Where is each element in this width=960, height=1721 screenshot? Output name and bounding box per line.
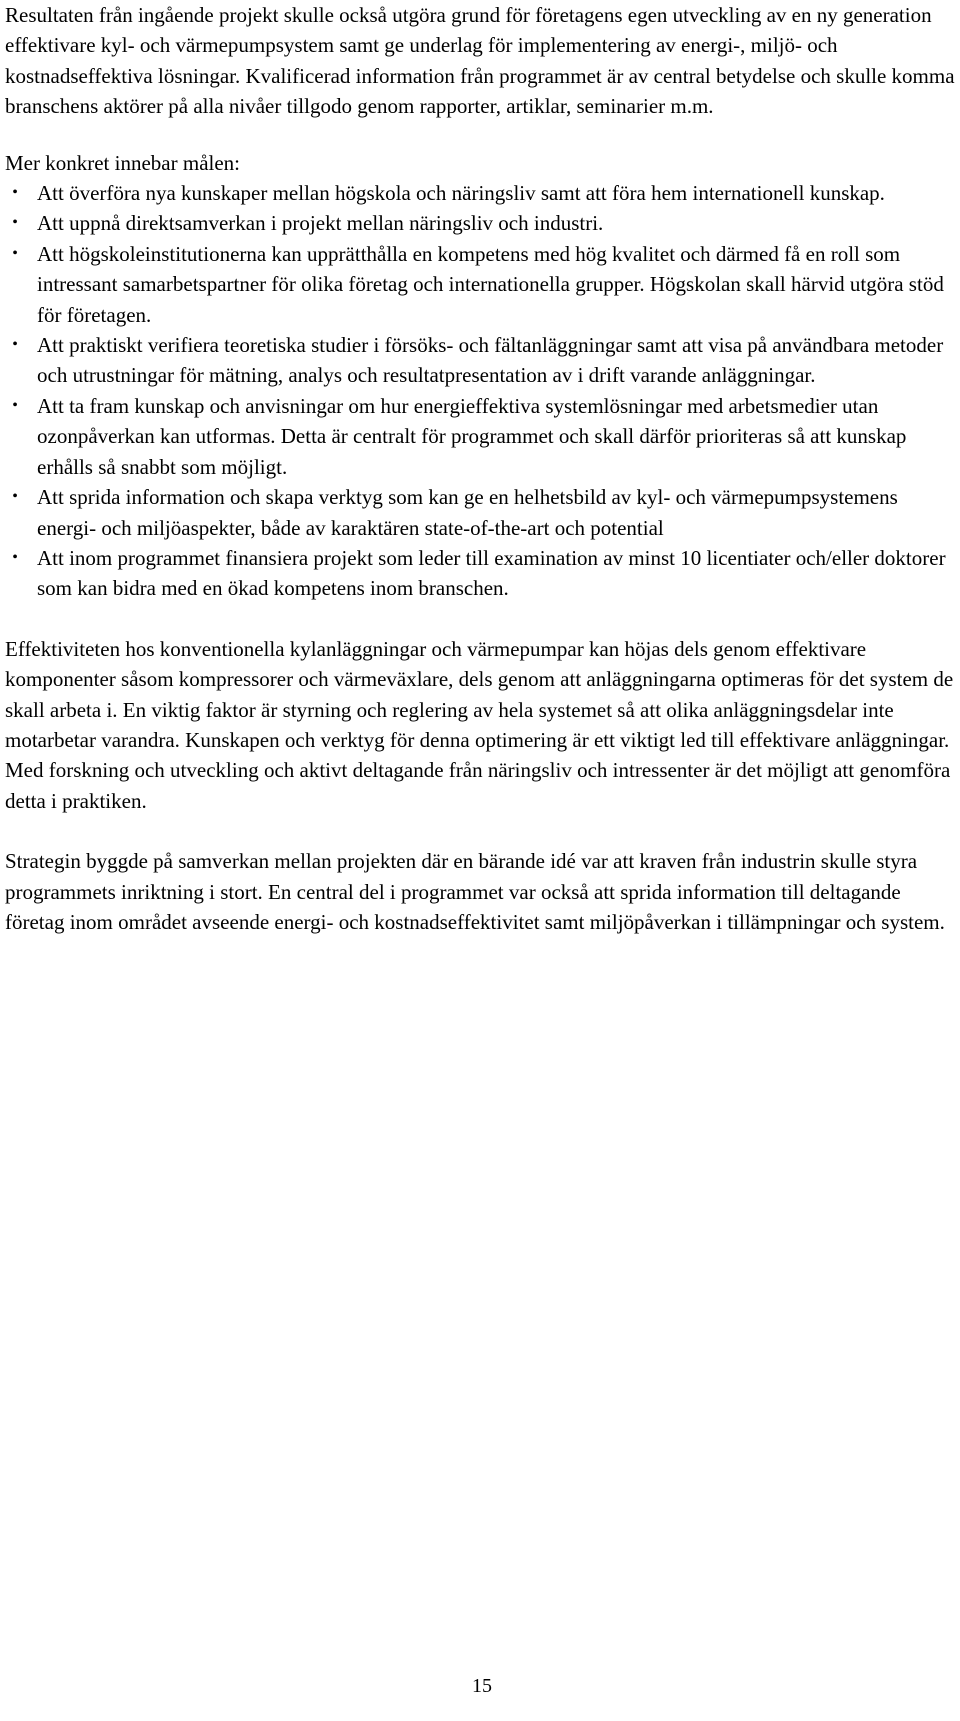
list-item [5,208,955,238]
page-number-footer [5,1671,955,1701]
effectivity-paragraph: Effektiviteten hos konventionella kylanläggningar och värmepumpar kan höjas dels genom effektivare komponenter såsom kompressorer och värmeväxlare, dels genom att anläggningarna optimeras för det system de skall arbeta i. En viktig faktor är styrning och reglering av hela systemet så att olika anläggningsdelar inte motarbetar varandra. Kunskapen och verktyg för denna optimering är ett viktigt led till effektivare anläggningar. Med forskning och utveckling och aktivt deltagande från näringsliv och intressenter är det möjligt att genomföra detta i praktiken. [5,636,954,813]
list-item [5,391,955,482]
bullet-icon: • [12,244,18,262]
bullet-icon: • [12,214,18,232]
goals-lead-text: Mer konkret innebar målen: [5,150,240,175]
bullet-icon: • [12,488,18,506]
page-number: 15 [472,1675,492,1697]
list-item [5,543,955,604]
goals-bullet-list [5,178,955,604]
list-item [5,482,955,543]
list-item [5,239,955,330]
bullet-icon: • [12,396,18,414]
goal-text: Att sprida information och skapa verktyg som kan ge en helhetsbild av kyl- och värmepumpsystemens energi- och miljöaspekter, både av karaktären state-of-the-art och potential [37,485,898,540]
goal-text: Att inom programmet finansiera projekt som leder till examination av minst 10 licentiater och/eller doktorer som kan bidra med en ökad kompetens inom branschen. [37,545,946,601]
bullet-icon: • [12,336,18,354]
goal-text: Att högskoleinstitutionerna kan upprätthålla en kompetens med hög kvalitet och därmed få en roll som intressant samarbetspartner för olika företag och internationella grupper. Högskolan skall härvid utgöra stöd för företagen. [37,241,944,327]
goal-text: Att överföra nya kunskaper mellan högskola och näringsliv samt att föra hem internationell kunskap. [37,181,885,206]
list-item [5,178,955,208]
goal-text: Att ta fram kunskap och anvisningar om hur energieffektiva systemlösningar med arbetsmedier utan ozonpåverkan kan utformas. Detta är centralt för programmet och skall därför prioriteras så att kunskap erhålls så snabbt som möjligt. [37,393,907,479]
intro-paragraph: Resultaten från ingående projekt skulle också utgöra grund för företagens egen utveckling av en ny generation effektivare kyl- och värmepumpsystem samt ge underlag för implementering av energi-, miljö- och kostnadseffektiva lösningar. Kvalificerad information från programmet är av central betydelse och skulle komma branschens aktörer på alla nivåer tillgodo genom rapporter, artiklar, seminarier m.m. [5,3,955,119]
bullet-icon: • [12,548,18,566]
strategy-paragraph: Strategin byggde på samverkan mellan projekten där en bärande idé var att kraven från industrin skulle styra programmets inriktning i stort. En central del i programmet var också att sprida information till deltagande företag inom området avseende energi- och kostnadseffektivitet samt miljöpåverkan i tillämpningar och system. [5,849,945,934]
goal-text: Att uppnå direktsamverkan i projekt mellan näringsliv och industri. [37,211,604,236]
list-item [5,330,955,391]
goal-text: Att praktiskt verifiera teoretiska studier i försöks- och fältanläggningar samt att visa på användbara metoder och utrustningar för mätning, analys och resultatpresentation av i drift varande anläggningar. [37,333,944,388]
bullet-icon: • [12,184,18,202]
document-page [5,0,955,1721]
